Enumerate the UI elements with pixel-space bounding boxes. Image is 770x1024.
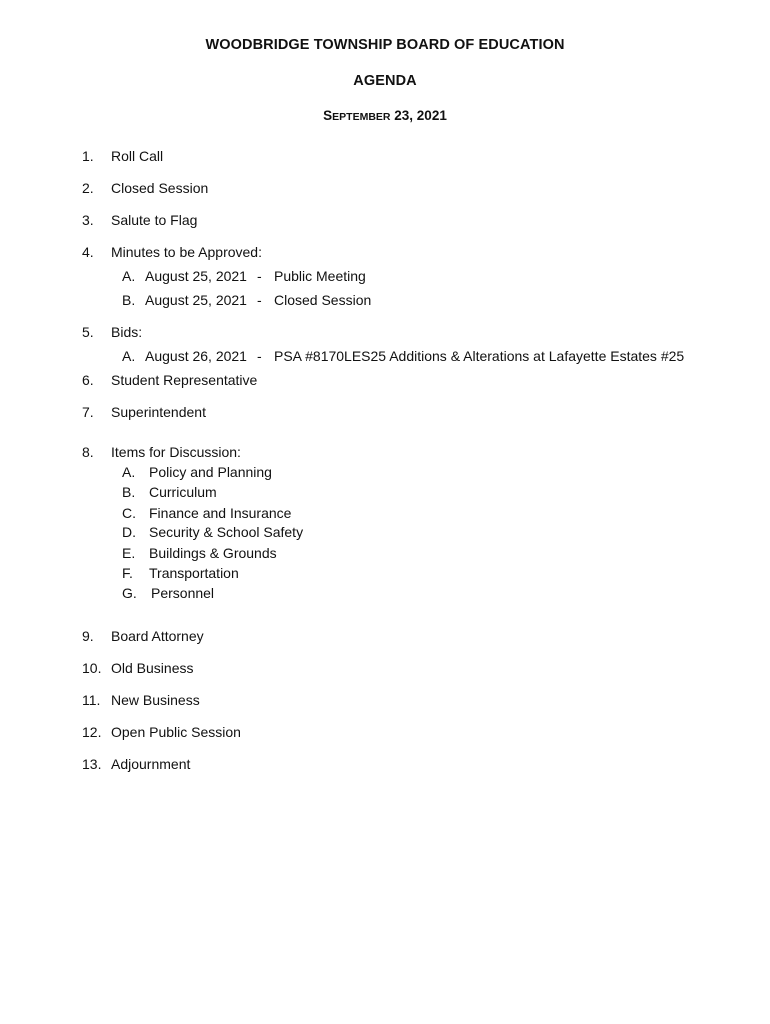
item-text: Bids: [111,324,143,340]
subitem-date: August 25, 2021 [145,268,247,284]
subitem-letter: E. [122,545,136,561]
item-number: 8. [82,444,94,460]
item-text: Closed Session [111,180,209,196]
subitem-letter: B. [122,292,136,308]
item-text: Salute to Flag [111,212,198,228]
subitem-text: Personnel [151,585,215,601]
item-text: Superintendent [111,404,206,420]
item-number: 12. [82,724,102,740]
item-text: Student Representative [111,372,258,388]
subitem-letter: A. [122,464,136,480]
item-text: Roll Call [111,148,164,164]
subitem-text: Policy and Planning [149,464,272,480]
item-text: Board Attorney [111,628,204,644]
item-number: 13. [82,756,102,772]
subitem-description: Closed Session [274,292,372,308]
subitem-description: PSA #8170LES25 Additions & Alterations at Lafayette Estates #25 [274,348,685,364]
subitem-dash: - [257,348,262,364]
date-day-year: 23, 2021 [394,108,447,123]
subitem-letter: D. [122,524,136,540]
subitem-letter: A. [122,268,136,284]
subitem-text: Buildings & Grounds [149,545,277,561]
date-initial: S [323,108,333,123]
subitem-text: Transportation [149,565,239,581]
item-number: 10. [82,660,102,676]
item-text: Items for Discussion: [111,444,241,460]
subitem-letter: A. [122,348,136,364]
item-number: 2. [82,180,94,196]
item-number: 1. [82,148,94,164]
item-text: Old Business [111,660,194,676]
item-number: 4. [82,244,94,260]
item-number: 5. [82,324,94,340]
subitem-dash: - [257,268,262,284]
item-number: 3. [82,212,94,228]
item-number: 6. [82,372,94,388]
date-month-rest: EPTEMBER [332,111,391,123]
item-number: 7. [82,404,94,420]
item-number: 11. [82,692,101,708]
item-text: Adjournment [111,756,191,772]
item-number: 9. [82,628,94,644]
subitem-text: Finance and Insurance [149,505,292,521]
item-text: Minutes to be Approved: [111,244,262,260]
subitem-text: Curriculum [149,484,217,500]
subitem-letter: C. [122,505,136,521]
subitem-dash: - [257,292,262,308]
document-subtitle: AGENDA [353,73,417,89]
subitem-description: Public Meeting [274,268,366,284]
subitem-date: August 26, 2021 [145,348,247,364]
subitem-date: August 25, 2021 [145,292,247,308]
item-text: New Business [111,692,200,708]
subitem-letter: F. [122,565,133,581]
subitem-letter: G. [122,585,137,601]
item-text: Open Public Session [111,724,241,740]
subitem-letter: B. [122,484,136,500]
document-title: WOODBRIDGE TOWNSHIP BOARD OF EDUCATION [205,37,565,53]
subitem-text: Security & School Safety [149,524,304,540]
meeting-date [0,108,770,123]
